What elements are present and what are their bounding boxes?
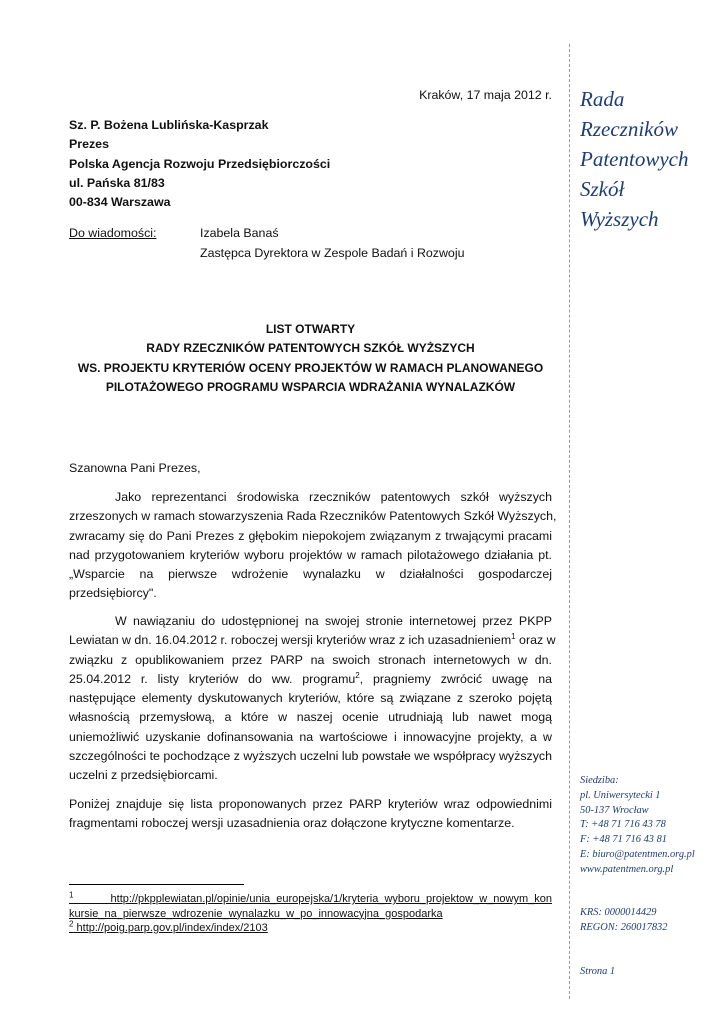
text-line: szczególności te pochodzące z wyższych uczelni lub powstałe we współpracy wyższych	[69, 749, 552, 764]
title-line: LIST OTWARTY	[265, 322, 356, 336]
sidebar-contact	[580, 774, 720, 878]
recipient-address	[69, 116, 330, 212]
text-line: fragmentami roboczej wersji uzasadnienia oraz dołączone krytyczne komentarze.	[69, 816, 515, 831]
footnote-1	[69, 892, 552, 921]
footnote-url-part[interactable]: http://pkpplewiatan.pl/opinie/unia_europejska/1/kryteria_wyboru_projektow_w_nowym_kon	[110, 893, 552, 905]
org-name-line: Rada	[580, 87, 625, 111]
text-fragment: Lewiatan w dn. 16.04.2012 r. roboczej wersji kryteriów wraz z ich uzasadnieniem	[69, 633, 512, 648]
contact-line: Siedziba:	[580, 775, 619, 786]
recipient-street: ul. Pańska 81/83	[69, 175, 165, 190]
sidebar-org-name	[580, 84, 720, 234]
contact-phone: T: +48 71 716 43 78	[580, 819, 666, 831]
footnote-link[interactable]: kursie_na_pierwsze_wdrozenie_wynalazku_w_po_innowacyjna_gospodarka	[69, 907, 443, 920]
text-fragment: , pragniemy zwrócić uwagę na	[359, 671, 552, 686]
letter-title	[69, 320, 552, 397]
recipient-city: 00-834 Warszawa	[69, 195, 171, 210]
text-line: Poniżej znajduje się lista proponowanych przez PARP kryteriów wraz odpowiednimi	[69, 797, 552, 811]
cc-role: Zastępca Dyrektora w Zespole Badań i Rozwoju	[200, 245, 465, 260]
registry-regon: REGON: 260017832	[580, 921, 668, 933]
sidebar-divider	[569, 44, 570, 999]
cc-name: Izabela Banaś	[200, 226, 279, 240]
recipient-position: Prezes	[69, 137, 109, 152]
page-number-label: Strona 1	[580, 966, 616, 977]
footnote-link[interactable]	[69, 921, 552, 936]
cc-label: Do wiadomości:	[69, 226, 157, 240]
footnote-2	[69, 921, 552, 936]
org-name-line: Rzeczników	[580, 117, 678, 141]
contact-website[interactable]: www.patentmen.org.pl	[580, 863, 674, 875]
footnote-ref-2: 2	[355, 670, 360, 680]
text-line: własnością przemysłową, a które w naszej ocenie utrudniają lub nawet mogą	[69, 710, 552, 725]
footnote-separator	[69, 884, 244, 885]
contact-email[interactable]: E: biuro@patentmen.org.pl	[580, 848, 695, 860]
contact-line: pl. Uniwersytecki 1	[580, 789, 661, 801]
footnote-link[interactable]	[69, 892, 552, 907]
text-line: „Wsparcie na pierwsze wdrożenie wynalazku w działalności gospodarczej	[69, 567, 552, 582]
title-line: RADY RZECZNIKÓW PATENTOWYCH SZKÓŁ WYŻSZYCH	[146, 341, 475, 356]
footnote-ref-1: 1	[511, 632, 516, 642]
text-line: zwracamy się do Pani Prezes z głębokim niepokojem związanym z trwającymi pracami	[69, 528, 552, 543]
org-name-line: Wyższych	[580, 207, 659, 231]
text-line: uczelni z przedsiębiorcami.	[69, 768, 218, 783]
text-fragment: 25.04.2012 r. listy kryteriów do ww. programu	[69, 671, 356, 686]
sidebar-registry	[580, 906, 720, 936]
recipient-name: Sz. P. Bożena Lublińska-Kasprzak	[69, 118, 269, 132]
org-name-line: Patentowych	[580, 147, 689, 171]
footnote-number: 1	[69, 890, 74, 900]
contact-line: 50-137 Wrocław	[580, 804, 649, 816]
recipient-organization: Polska Agencja Rozwoju Przedsiębiorczości	[69, 156, 331, 171]
org-name-line: Szkół	[580, 177, 625, 201]
text-line: zrzeszonych w ramach stowarzyszenia Rada Rzeczników Patentowych Szkół Wyższych,	[69, 509, 557, 524]
text-line	[69, 670, 552, 689]
letter-date: Kraków, 17 maja 2012 r.	[419, 88, 552, 102]
cc-block	[69, 224, 552, 263]
text-line: Jako reprezentanci środowiska rzeczników patentowych szkół wyższych	[115, 490, 552, 504]
page-number	[580, 965, 720, 980]
text-line: nad przygotowaniem kryteriów wyboru projektów w ramach pilotażowego działania pt.	[69, 547, 552, 562]
salutation: Szanowna Pani Prezes,	[69, 461, 201, 475]
text-line: przedsiębiorcy".	[69, 586, 157, 601]
title-line: PILOTAŻOWEGO PROGRAMU WSPARCIA WDRAŻANIA WYNALAZKÓW	[105, 379, 516, 394]
text-line	[69, 631, 556, 650]
paragraph-2	[69, 612, 556, 786]
text-line: W nawiązaniu do udostępnionej na swojej stronie internetowej przez PKPP	[115, 614, 552, 628]
contact-fax: F: +48 71 716 43 81	[580, 834, 667, 846]
paragraph-3	[69, 795, 552, 834]
text-fragment: oraz w	[515, 633, 556, 648]
title-line: WS. PROJEKTU KRYTERIÓW OCENY PROJEKTÓW W RAMACH PLANOWANEGO	[77, 360, 544, 375]
paragraph-1	[69, 488, 557, 604]
footnote-number: 2	[69, 919, 74, 929]
text-line: uniemożliwić uzyskanie dofinansowania na wartościowe i innowacyjne projekty, a w	[69, 729, 552, 744]
footnote-url[interactable]: http://poig.parp.gov.pl/index/index/2103	[76, 922, 268, 934]
text-line: związku z opublikowaniem przez PARP na swoich stronach internetowych w dn.	[69, 652, 552, 667]
registry-krs: KRS: 0000014429	[580, 907, 657, 918]
text-line: następujące elementy dyskutowanych kryteriów, które są związane z szeroko pojętą	[69, 691, 552, 706]
